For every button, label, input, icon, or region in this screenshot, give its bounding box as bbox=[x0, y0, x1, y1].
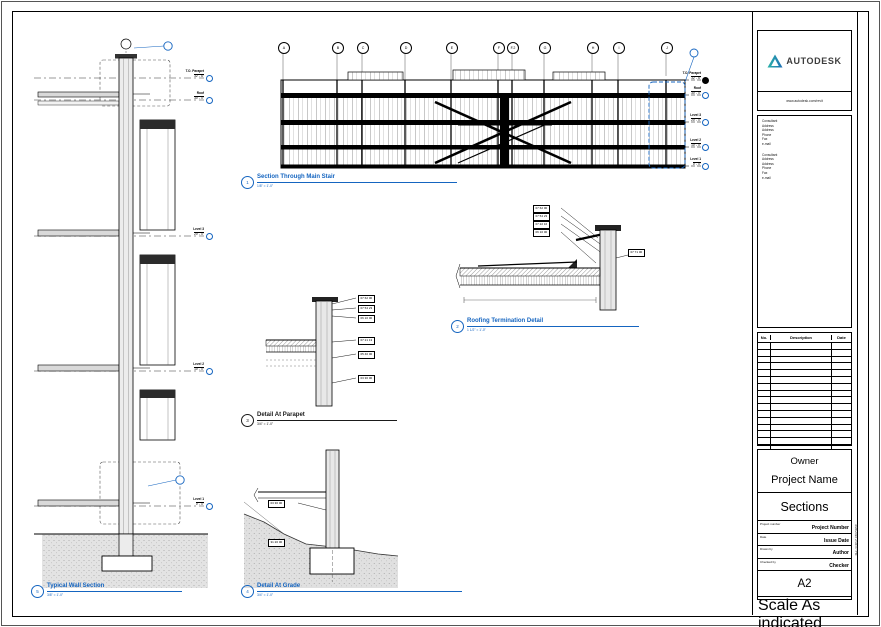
brand-name: AUTODESK bbox=[786, 56, 842, 66]
level-text bbox=[144, 92, 204, 101]
revision-cell-description bbox=[771, 357, 832, 363]
view-title-rule bbox=[467, 326, 639, 327]
revision-cell-date bbox=[832, 384, 851, 390]
revision-cell-description bbox=[771, 404, 832, 410]
revision-cell-date bbox=[832, 425, 851, 431]
level-text bbox=[144, 70, 204, 79]
owner-name: Owner bbox=[790, 455, 819, 467]
field-label: Project number bbox=[760, 522, 781, 526]
view-scale: 1 1/2" = 1'-0" bbox=[467, 328, 486, 332]
revision-row bbox=[758, 418, 851, 425]
level-head-icon bbox=[702, 119, 709, 126]
revision-rows bbox=[758, 343, 851, 459]
parapet-detail-drawing bbox=[238, 288, 403, 418]
level-name: T.O. Parapet bbox=[682, 71, 701, 75]
consultant-line: Address bbox=[762, 157, 774, 162]
wall-section-drawing bbox=[28, 34, 238, 594]
scale-row bbox=[758, 596, 851, 627]
level-elevation: 32' - 6" bbox=[691, 75, 701, 80]
consultant-line: Consultant bbox=[762, 119, 778, 123]
view-title-parapet bbox=[241, 412, 397, 427]
revision-cell-no bbox=[758, 438, 771, 444]
revision-row bbox=[758, 438, 851, 445]
level-name: Level 1 bbox=[690, 157, 701, 161]
view-scale: 3/4" = 1'-0" bbox=[257, 593, 274, 597]
revision-row bbox=[758, 397, 851, 404]
level-text bbox=[651, 139, 701, 148]
view-title-text: Section Through Main Stair bbox=[257, 174, 336, 180]
view-title-rule bbox=[257, 420, 397, 421]
autodesk-logo-icon bbox=[767, 54, 783, 68]
brand-url: www.autodesk.com/revit bbox=[786, 99, 823, 103]
revision-cell-date bbox=[832, 431, 851, 437]
titleblock-field bbox=[758, 520, 851, 533]
consultant-line: Fax bbox=[762, 137, 768, 142]
consultant-line: Fax bbox=[762, 170, 768, 175]
revision-cell-description bbox=[771, 370, 832, 376]
revision-row bbox=[758, 391, 851, 398]
sheet-number: A2 bbox=[758, 570, 851, 596]
revision-cell-description bbox=[771, 350, 832, 356]
revision-col-date: Date bbox=[837, 335, 846, 340]
level-text bbox=[651, 87, 701, 96]
keynote-tag: 05 40 00 bbox=[358, 351, 375, 359]
level-head-icon bbox=[206, 503, 213, 510]
revision-cell-date bbox=[832, 350, 851, 356]
consultant-box bbox=[757, 115, 852, 328]
level-name: Roof bbox=[196, 91, 204, 95]
revision-row bbox=[758, 370, 851, 377]
level-head-icon bbox=[702, 77, 709, 84]
view-title-rule bbox=[257, 182, 457, 183]
consultant-line: Phone bbox=[762, 166, 772, 171]
revision-cell-no bbox=[758, 343, 771, 349]
revision-cell-description bbox=[771, 418, 832, 424]
consultant-group bbox=[762, 119, 851, 147]
view-number-roofing: 2 bbox=[451, 320, 464, 333]
grid-bubble: G bbox=[539, 42, 551, 54]
field-value: Project Number bbox=[811, 525, 849, 531]
revision-cell-date bbox=[832, 343, 851, 349]
revision-cell-no bbox=[758, 377, 771, 383]
revision-row bbox=[758, 363, 851, 370]
revision-cell-date bbox=[832, 391, 851, 397]
level-elevation: 20' - 0" bbox=[691, 117, 701, 122]
keynote-tag: 07 54 23 bbox=[358, 305, 375, 313]
level-name: Level 1 bbox=[193, 497, 204, 501]
revision-cell-no bbox=[758, 431, 771, 437]
revision-row bbox=[758, 411, 851, 418]
revision-cell-no bbox=[758, 397, 771, 403]
view-title-roofing bbox=[451, 318, 639, 333]
level-name: Level 2 bbox=[193, 362, 204, 366]
revision-cell-no bbox=[758, 425, 771, 431]
view-number-parapet: 3 bbox=[241, 414, 254, 427]
level-text bbox=[651, 72, 701, 81]
keynote-tag: 07 71 00 bbox=[628, 249, 645, 257]
level-elevation: 10' - 0" bbox=[691, 142, 701, 147]
grid-bubble: H bbox=[587, 42, 599, 54]
field-label: Date bbox=[760, 534, 767, 539]
titleblock-fields bbox=[758, 520, 851, 570]
level-elevation: 0' - 0" bbox=[692, 161, 701, 166]
view-number-grade: 4 bbox=[241, 585, 254, 598]
level-head-icon bbox=[702, 163, 709, 170]
keynote-tag: 07 62 00 bbox=[358, 295, 375, 303]
revision-row bbox=[758, 425, 851, 432]
revision-cell-description bbox=[771, 384, 832, 390]
revision-cell-no bbox=[758, 350, 771, 356]
revision-col-description: Description bbox=[771, 335, 832, 340]
revision-row bbox=[758, 350, 851, 357]
level-text bbox=[144, 228, 204, 237]
grid-bubble: J bbox=[661, 42, 673, 54]
revision-cell-date bbox=[832, 404, 851, 410]
owner-project-box bbox=[758, 450, 851, 492]
revision-cell-date bbox=[832, 357, 851, 363]
revision-cell-no bbox=[758, 384, 771, 390]
level-elevation: 0' - 0" bbox=[195, 501, 204, 506]
revision-cell-no bbox=[758, 363, 771, 369]
revision-cell-description bbox=[771, 431, 832, 437]
project-name: Project Name bbox=[771, 474, 838, 487]
level-name: Level 3 bbox=[690, 113, 701, 117]
level-head-icon bbox=[702, 144, 709, 151]
scale-label: Scale bbox=[758, 597, 799, 614]
revision-cell-no bbox=[758, 391, 771, 397]
consultant-line: Address bbox=[762, 123, 774, 128]
roofing-detail-drawing bbox=[448, 200, 663, 325]
keynote-tag: 31 20 00 bbox=[268, 539, 285, 547]
keynote-tag: 07 62 00 bbox=[533, 205, 550, 213]
titleblock-field bbox=[758, 545, 851, 558]
view-number-wall-section: 5 bbox=[31, 585, 44, 598]
revision-header bbox=[758, 333, 851, 343]
view-title-text: Detail At Parapet bbox=[257, 412, 305, 418]
revision-cell-description bbox=[771, 391, 832, 397]
revision-row bbox=[758, 431, 851, 438]
keynote-tag: 07 21 13 bbox=[358, 337, 375, 345]
view-scale: 3/8" = 1'-0" bbox=[47, 593, 64, 597]
consultant-line: Address bbox=[762, 161, 774, 166]
level-text bbox=[144, 363, 204, 372]
revision-cell-description bbox=[771, 425, 832, 431]
consultant-group bbox=[762, 153, 851, 181]
level-name: Level 2 bbox=[690, 138, 701, 142]
consultant-line: Phone bbox=[762, 132, 772, 137]
grid-bubble: C bbox=[357, 42, 369, 54]
revision-cell-no bbox=[758, 370, 771, 376]
grid-bubble: E bbox=[446, 42, 458, 54]
level-elevation: 20' - 0" bbox=[194, 231, 204, 236]
titleblock-main bbox=[757, 449, 852, 627]
brand-url-box bbox=[757, 91, 852, 111]
logo-box bbox=[757, 30, 852, 92]
level-head-icon bbox=[206, 368, 213, 375]
revision-cell-date bbox=[832, 370, 851, 376]
revision-cell-description bbox=[771, 363, 832, 369]
level-elevation: 30' - 0" bbox=[691, 90, 701, 95]
grid-bubble: D bbox=[400, 42, 412, 54]
revision-cell-date bbox=[832, 363, 851, 369]
revision-row bbox=[758, 357, 851, 364]
level-elevation: 10' - 0" bbox=[194, 366, 204, 371]
field-value: Issue Date bbox=[823, 537, 849, 544]
view-title-text: Typical Wall Section bbox=[47, 583, 105, 589]
view-title-wall-section bbox=[31, 583, 182, 598]
level-head-icon bbox=[206, 75, 213, 82]
titleblock-field bbox=[758, 558, 851, 571]
grade-detail-drawing bbox=[228, 442, 438, 592]
level-text bbox=[651, 114, 701, 123]
field-value: Checker bbox=[829, 562, 849, 569]
keynote-tag: 06 10 00 bbox=[358, 315, 375, 323]
view-number-section: 1 bbox=[241, 176, 254, 189]
revision-cell-date bbox=[832, 411, 851, 417]
field-label: Drawn by bbox=[760, 547, 773, 551]
keynote-tag: 03 30 00 bbox=[268, 500, 285, 508]
revision-cell-no bbox=[758, 418, 771, 424]
consultant-line: e-mail bbox=[762, 175, 771, 180]
level-head-icon bbox=[206, 233, 213, 240]
revision-row bbox=[758, 343, 851, 350]
level-text bbox=[144, 498, 204, 507]
level-name: Roof bbox=[693, 86, 701, 90]
level-name: Level 3 bbox=[193, 227, 204, 231]
view-title-section bbox=[241, 174, 457, 189]
level-head-icon bbox=[206, 97, 213, 104]
level-name: T.O. Parapet bbox=[185, 69, 204, 73]
grid-bubble: B bbox=[332, 42, 344, 54]
revision-row bbox=[758, 404, 851, 411]
field-label: Checked by bbox=[760, 559, 776, 564]
sheet-title: Sections bbox=[758, 492, 851, 520]
level-elevation: 30' - 0" bbox=[194, 95, 204, 100]
view-title-rule bbox=[257, 591, 462, 592]
view-title-grade bbox=[241, 583, 462, 598]
revision-cell-date bbox=[832, 397, 851, 403]
keynote-tag: 07 22 16 bbox=[533, 221, 550, 229]
grid-bubble: A bbox=[278, 42, 290, 54]
revision-cell-no bbox=[758, 404, 771, 410]
view-title-rule bbox=[47, 591, 182, 592]
revision-cell-description bbox=[771, 397, 832, 403]
consultant-line: Consultant bbox=[762, 152, 778, 157]
plot-stamp: 3/28/2015 2:04:57 PM bbox=[854, 524, 858, 556]
keynote-tag: 07 54 23 bbox=[533, 213, 550, 221]
revision-cell-description bbox=[771, 343, 832, 349]
field-value: Author bbox=[832, 550, 849, 556]
level-elevation: 32' - 6" bbox=[194, 73, 204, 78]
scale-value: As indicated bbox=[758, 597, 823, 627]
revision-cell-description bbox=[771, 438, 832, 444]
grid-bubble: F.2 bbox=[507, 42, 519, 54]
grid-bubble: F bbox=[493, 42, 505, 54]
level-head-icon bbox=[702, 92, 709, 99]
revision-cell-no bbox=[758, 357, 771, 363]
level-text bbox=[651, 158, 701, 167]
consultant-line: Address bbox=[762, 128, 774, 133]
revision-cell-date bbox=[832, 438, 851, 444]
revision-col-no: No. bbox=[758, 335, 771, 340]
view-scale: 3/4" = 1'-0" bbox=[257, 422, 274, 426]
revision-cell-description bbox=[771, 411, 832, 417]
revision-cell-no bbox=[758, 411, 771, 417]
view-title-text: Detail At Grade bbox=[257, 583, 301, 589]
revision-row bbox=[758, 384, 851, 391]
revision-table bbox=[757, 332, 852, 446]
titleblock-field bbox=[758, 533, 851, 546]
revision-row bbox=[758, 377, 851, 384]
view-title-text: Roofing Termination Detail bbox=[467, 318, 544, 324]
keynote-tag: 03 30 00 bbox=[358, 375, 375, 383]
grid-bubble: I bbox=[613, 42, 625, 54]
consultant-line: e-mail bbox=[762, 141, 771, 146]
keynote-tag: 06 10 00 bbox=[533, 229, 550, 237]
revision-cell-date bbox=[832, 418, 851, 424]
revision-cell-date bbox=[832, 377, 851, 383]
revision-cell-description bbox=[771, 377, 832, 383]
view-scale: 1/8" = 1'-0" bbox=[257, 184, 274, 188]
